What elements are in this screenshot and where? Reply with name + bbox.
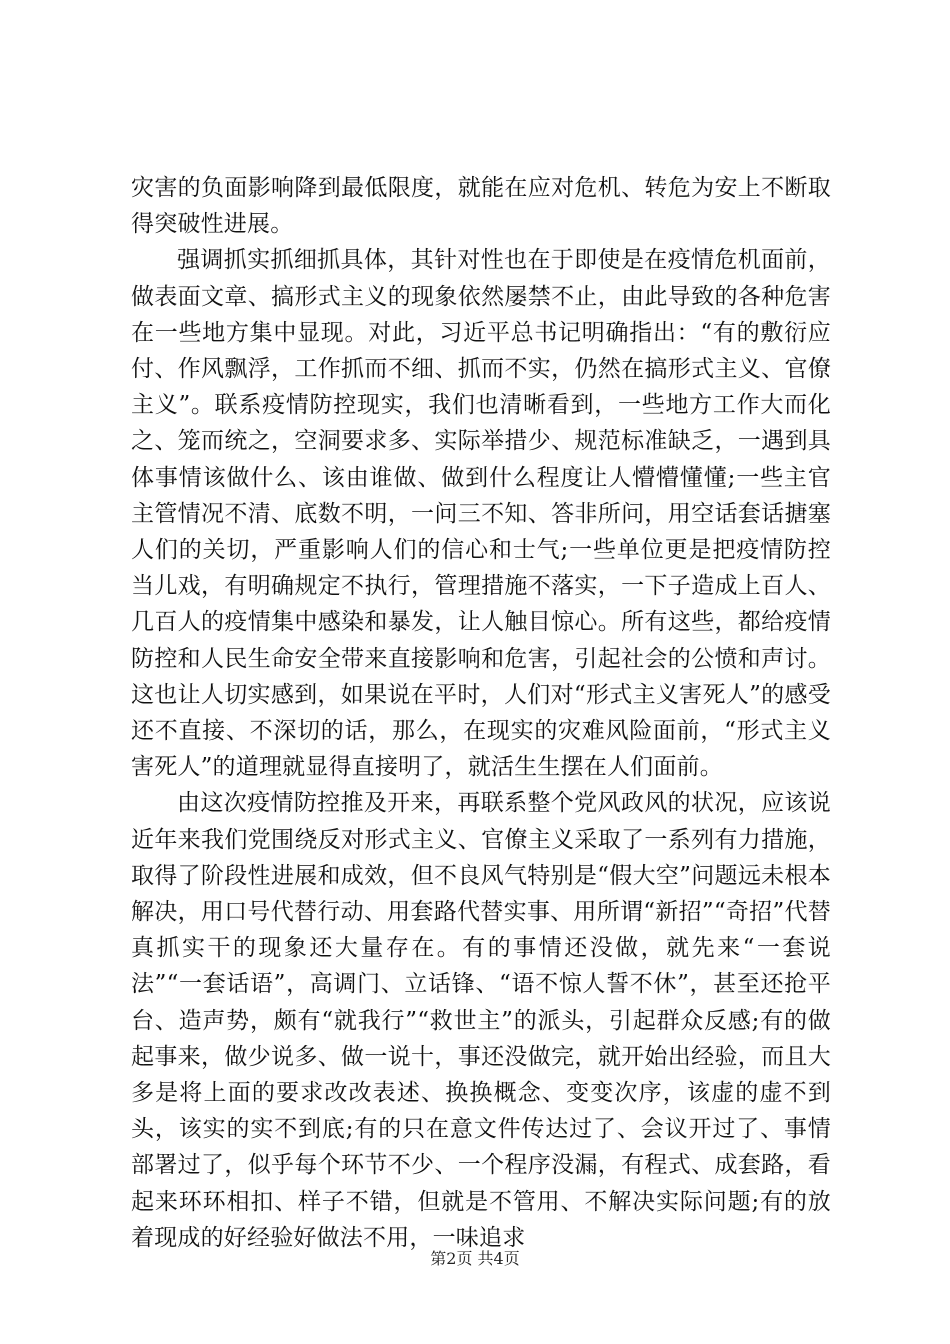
page-number-footer: 第2页 共4页 — [430, 1249, 520, 1268]
paragraph-formalism-harm: 强调抓实抓细抓具体，其针对性也在于即使是在疫情危机面前，做表面文章、搞形式主义的现象依然屡禁不止，由此导致的各种危害在一些地方集中显现。对此，习近平总书记明确指出：“有的敷衍应付、作风飘浮，工作抓而不细、抓而不实，仍然在搞形式主义、官僚主义”。联系疫情防控现实，我们也清晰看到，一些地方工作大而化之、笼而统之，空洞要求多、实际举措少、规范标准缺乏，一遇到具体事情该做什么、该由谁做、做到什么程度让人懵懵懂懂;一些主官主管情况不清、底数不明，一问三不知、答非所问，用空话套话搪塞人们的关切，严重影响人们的信心和士气;一些单位更是把疫情防控当儿戏，有明确规定不执行，管理措施不落实，一下子造成上百人、几百人的疫情集中感染和暴发，让人触目惊心。所有这些，都给疫情防控和人民生命安全带来直接影响和危害，引起社会的公愤和声讨。这也让人切实感到，如果说在平时，人们对“形式主义害死人”的感受还不直接、不深切的话，那么，在现实的灾难风险面前，“形式主义害死人”的道理就显得直接明了，就活生生摆在人们面前。 — [131, 247, 831, 781]
paragraph-party-style: 由这次疫情防控推及开来，再联系整个党风政风的状况，应该说近年来我们党围绕反对形式主义、官僚主义采取了一系列有力措施，取得了阶段性进展和成效，但不良风气特别是“假大空”问题远未根本解决，用口号代替行动、用套路代替实事、用所谓“新招”“奇招”代替真抓实干的现象还大量存在。有的事情还没做，就先来“一套说法”“一套话语”，高调门、立话锋、“语不惊人誓不休”，甚至还抢平台、造声势，颇有“就我行”“救世主”的派头，引起群众反感;有的做起事来，做少说多、做一说十，事还没做完，就开始出经验，而且大多是将上面的要求改改表述、换换概念、变变次序，该虚的虚不到头，该实的实不到底;有的只在意文件传达过了、会议开过了、事情部署过了，似乎每个环节不少、一个程序没漏，有程式、成套路，看起来环环相扣、样子不错，但就是不管用、不解决实际问题;有的放着现成的好经验好做法不用，一味追求 — [131, 790, 831, 1251]
paragraph-continuation: 灾害的负面影响降到最低限度，就能在应对危机、转危为安上不断取得突破性进展。 — [131, 175, 831, 238]
document-body — [131, 170, 831, 1256]
